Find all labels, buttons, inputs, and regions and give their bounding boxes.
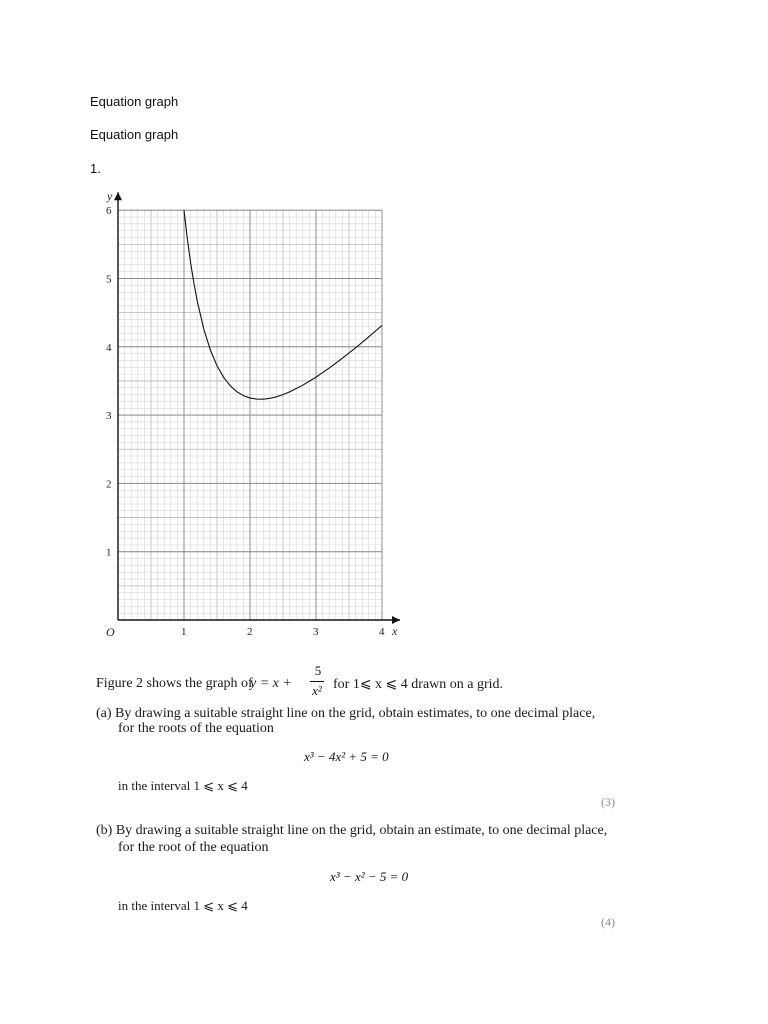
part-a-interval: in the interval 1 ⩽ x ⩽ 4 [118, 778, 248, 793]
fraction-denominator: x² [312, 683, 322, 698]
equation-graph [90, 190, 410, 650]
y-axis-arrow-icon [114, 192, 122, 200]
x-tick-label: 2 [247, 626, 253, 638]
part-a-line1: (a) By drawing a suitable straight line on the grid, obtain estimates, to one decimal place, [96, 706, 596, 721]
y-tick-label: 3 [106, 410, 112, 423]
part-b-equation: x³ − x² − 5 = 0 [330, 869, 409, 884]
y-tick-label: 4 [106, 341, 112, 354]
part-b-interval: in the interval 1 ⩽ x ⩽ 4 [118, 898, 248, 913]
figure-caption-end: for 1⩽ x ⩽ 4 drawn on a grid. [333, 677, 504, 692]
y-tick-label: 1 [106, 546, 112, 559]
fraction-numerator: 5 [314, 663, 322, 678]
figure-caption-equation: y = x + [250, 676, 292, 691]
x-tick-label: 1 [181, 626, 187, 638]
figure-caption-start: Figure 2 shows the graph of [96, 676, 253, 691]
x-axis-label: x [392, 624, 398, 638]
section-heading: Equation graph [90, 127, 179, 142]
document-title: Equation graph [90, 94, 179, 109]
y-axis-label: y [107, 190, 113, 204]
x-tick-label: 3 [313, 626, 319, 638]
part-b-line1: (b) By drawing a suitable straight line on the grid, obtain an estimate, to one decimal place, [96, 823, 608, 838]
part-b-marks: (4) [601, 915, 615, 929]
part-a-equation: x³ − 4x² + 5 = 0 [304, 749, 389, 764]
part-a-line2: for the roots of the equation [118, 721, 274, 736]
x-tick-label: 4 [379, 626, 385, 638]
y-tick-label: 6 [106, 205, 112, 218]
origin-label: O [106, 625, 115, 639]
part-a-marks: (3) [601, 795, 615, 809]
tick-labels [106, 205, 385, 638]
fraction-bar [310, 681, 324, 682]
x-axis-arrow-icon [392, 616, 400, 624]
part-b-line2: for the root of the equation [118, 840, 269, 855]
y-tick-label: 5 [106, 273, 112, 286]
y-tick-label: 2 [106, 478, 112, 491]
question-number: 1. [90, 161, 101, 176]
